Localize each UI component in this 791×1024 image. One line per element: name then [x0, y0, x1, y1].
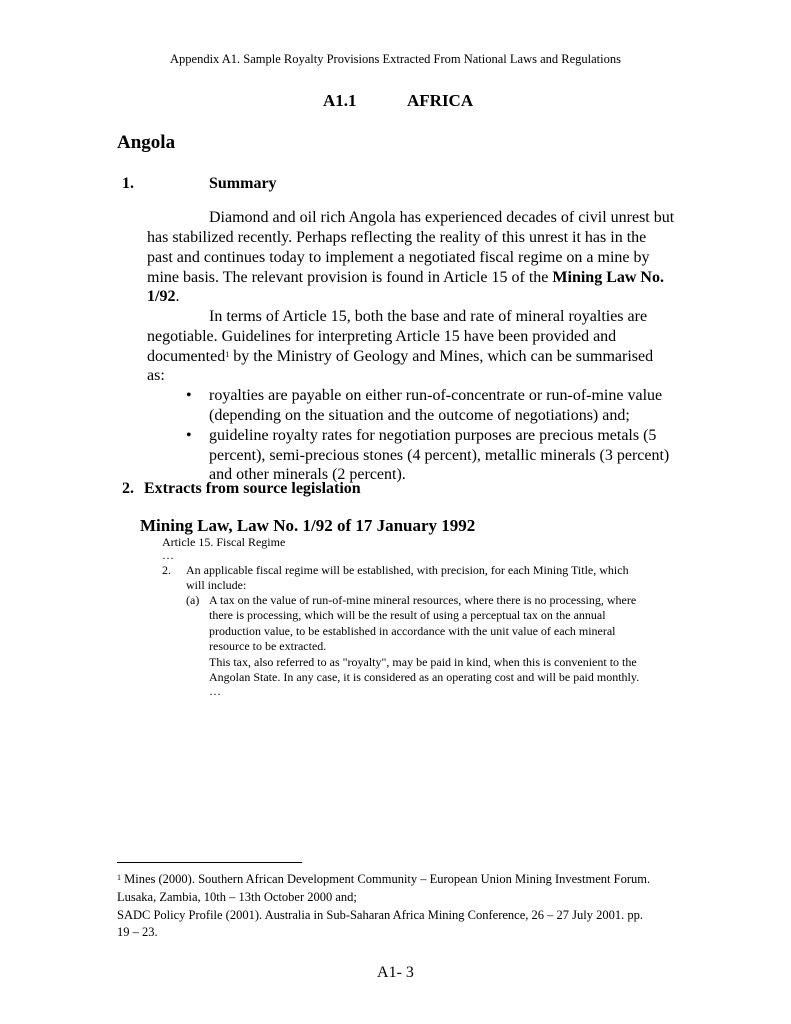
para-line: In terms of Article 15, both the base and rate of mineral royalties are	[209, 308, 648, 325]
para-line: Diamond and oil rich Angola has experienced decades of civil unrest but	[209, 209, 675, 226]
para-line	[147, 347, 653, 366]
footnote-line: Lusaka, Zambia, 10th – 13th October 2000 and;	[117, 890, 357, 904]
footnote-line: 19 – 23.	[117, 925, 158, 939]
footnote-text: Mines (2000). Southern African Development Community – European Union Mining Investment Forum.	[121, 872, 651, 886]
country-heading: Angola	[117, 132, 176, 153]
footnote-number: 1	[117, 873, 121, 882]
sub-item-line: there is processing, which will be the result of using a perceptual tax on the annual	[209, 608, 606, 622]
para-text: mine basis. The relevant provision is found in Article 15 of the	[147, 269, 553, 286]
bullet-line: royalties are payable on either run-of-concentrate or run-of-mine value	[209, 387, 663, 404]
law-reference: 1/92	[147, 288, 176, 305]
para-line: past and continues today to implement a negotiated fiscal regime on a mine by	[147, 249, 650, 266]
item-line: An applicable fiscal regime will be established, with precision, for each Mining Title, which	[186, 563, 629, 577]
bullet-line: percent), semi-precious stones (4 percent), metallic minerals (3 percent)	[209, 447, 670, 464]
sub-item-line: A tax on the value of run-of-mine mineral resources, where there is no processing, where	[209, 593, 637, 607]
summary-heading: Summary	[209, 175, 277, 192]
extracts-number: 2.	[122, 480, 134, 497]
extracts-heading: Extracts from source legislation	[144, 480, 361, 497]
para-text: by the Ministry of Geology and Mines, which can be summarised	[229, 348, 654, 365]
section-number: A1.1	[323, 91, 357, 110]
sub-item-line: Angolan State. In any case, it is considered as an operating cost and will be paid monthly.	[209, 670, 640, 684]
running-header: Appendix A1. Sample Royalty Provisions Extracted From National Laws and Regulations	[170, 52, 621, 66]
para-line: as:	[147, 367, 165, 384]
para-line: has stabilized recently. Perhaps reflecting the reality of this unrest it has in the	[147, 229, 647, 246]
item-line: will include:	[186, 578, 247, 592]
law-reference: Mining Law No.	[552, 269, 664, 286]
article-title: Article 15. Fiscal Regime	[162, 535, 286, 549]
footnote-ref[interactable]: 1	[225, 350, 230, 359]
footnote-line	[117, 872, 650, 887]
footnote-divider	[117, 862, 302, 863]
sub-item-line: production value, to be established in accordance with the unit value of each mineral	[209, 624, 616, 638]
para-line	[147, 287, 179, 306]
bullet-line: guideline royalty rates for negotiation purposes are precious metals (5	[209, 427, 657, 444]
law-title: Mining Law, Law No. 1/92 of 17 January 1992	[140, 516, 476, 535]
section-title: AFRICA	[407, 91, 474, 110]
bullet-line: and other minerals (2 percent).	[209, 466, 406, 483]
bullet-icon: •	[186, 427, 192, 444]
summary-number: 1.	[122, 175, 134, 192]
sub-item-line: This tax, also referred to as "royalty", may be paid in kind, when this is convenient to the	[209, 655, 637, 669]
para-text: .	[175, 288, 180, 305]
ellipsis: …	[209, 684, 221, 698]
sub-item-label: (a)	[186, 593, 200, 607]
footnote-line: SADC Policy Profile (2001). Australia in Sub-Saharan Africa Mining Conference, 26 – 27 July 2001. pp.	[117, 908, 643, 922]
para-line: negotiable. Guidelines for interpreting Article 15 have been provided and	[147, 328, 617, 345]
page-number: A1- 3	[377, 964, 414, 981]
sub-item-line: resource to be extracted.	[209, 639, 327, 653]
ellipsis: …	[162, 548, 174, 562]
para-line	[147, 268, 664, 287]
bullet-icon: •	[186, 387, 192, 404]
bullet-line: (depending on the situation and the outcome of negotiations) and;	[209, 407, 630, 424]
para-text: documented	[147, 348, 226, 365]
item-number: 2.	[162, 563, 171, 577]
